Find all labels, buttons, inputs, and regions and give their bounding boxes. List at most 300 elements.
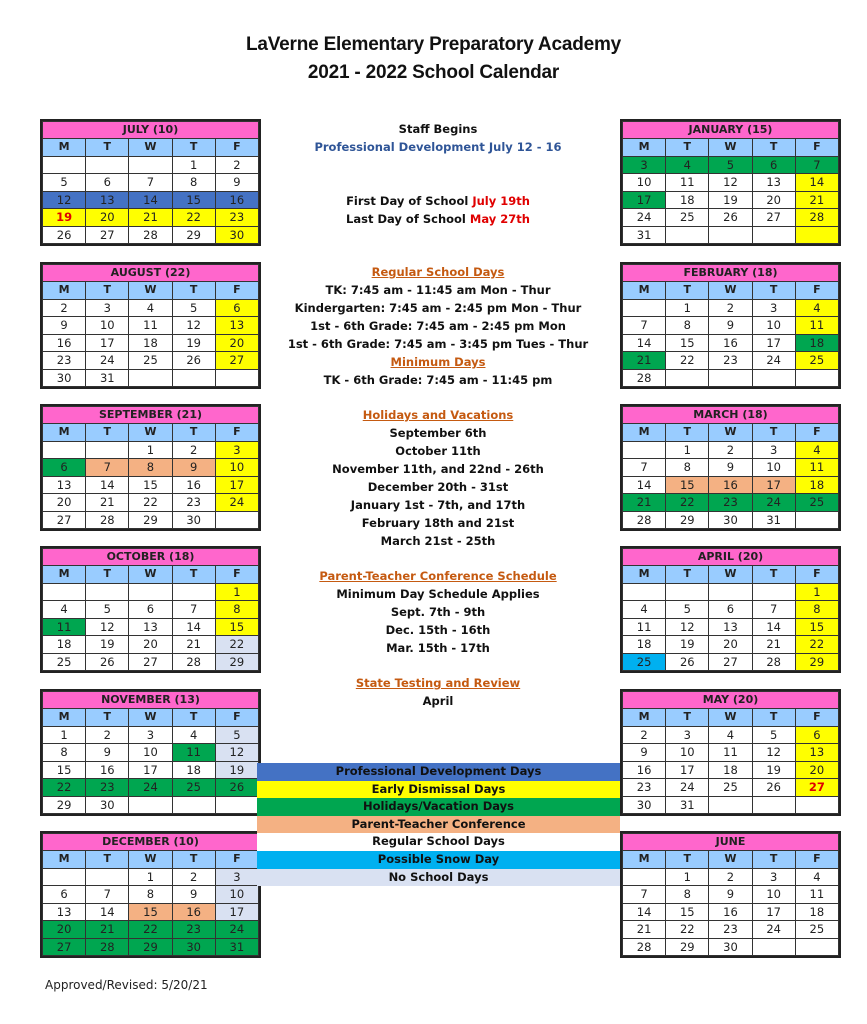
weekday-header: F [795, 709, 838, 727]
day-cell: 29 [795, 653, 838, 671]
day-cell: 15 [666, 334, 709, 352]
month-title: JUNE [623, 834, 839, 851]
day-cell: 15 [795, 618, 838, 636]
legend-no-school: No School Days [257, 869, 620, 887]
weekday-header: F [215, 566, 258, 584]
weekday-header: M [623, 282, 666, 300]
day-cell: 3 [215, 441, 258, 459]
day-cell: 25 [709, 779, 752, 797]
month-november [40, 689, 261, 816]
week-row [623, 921, 839, 939]
day-cell: 8 [172, 174, 215, 192]
day-cell: 7 [623, 317, 666, 335]
week-row [43, 886, 259, 904]
day-cell: 17 [86, 334, 129, 352]
day-cell: 3 [666, 726, 709, 744]
day-cell: 5 [752, 726, 795, 744]
school-dates [262, 192, 614, 228]
day-cell: 22 [666, 352, 709, 370]
day-cell [623, 299, 666, 317]
month-march [620, 404, 841, 531]
week-row [623, 618, 839, 636]
day-cell [795, 511, 838, 529]
day-cell: 12 [172, 317, 215, 335]
day-cell: 22 [129, 921, 172, 939]
day-cell: 6 [752, 156, 795, 174]
day-cell: 4 [623, 601, 666, 619]
day-cell: 26 [215, 779, 258, 797]
day-cell: 20 [215, 334, 258, 352]
day-cell: 31 [752, 511, 795, 529]
day-cell: 28 [86, 511, 129, 529]
day-cell: 1 [666, 299, 709, 317]
day-cell: 9 [623, 744, 666, 762]
weekday-header: M [43, 139, 86, 157]
day-cell: 9 [215, 174, 258, 192]
day-cell: 25 [666, 209, 709, 227]
day-cell: 2 [43, 299, 86, 317]
weekday-header: T [86, 282, 129, 300]
day-cell: 17 [752, 903, 795, 921]
day-cell [86, 583, 129, 601]
day-cell: 29 [215, 653, 258, 671]
week-row [43, 334, 259, 352]
last-day-label: Last Day of School [346, 212, 466, 226]
week-row [623, 476, 839, 494]
school-name: LaVerne Elementary Preparatory Academy [245, 34, 622, 55]
last-day-date: May 27th [469, 212, 530, 226]
day-cell: 28 [623, 511, 666, 529]
week-row [623, 174, 839, 192]
day-cell: 17 [215, 476, 258, 494]
day-cell: 1 [795, 583, 838, 601]
week-row [623, 761, 839, 779]
day-cell: 10 [752, 459, 795, 477]
ptc-line: Dec. 15th - 16th [385, 623, 491, 637]
day-cell: 21 [129, 209, 172, 227]
day-cell: 16 [172, 476, 215, 494]
week-row [43, 761, 259, 779]
weekday-header: T [172, 851, 215, 869]
weekday-header: T [666, 424, 709, 442]
day-cell: 23 [86, 779, 129, 797]
legend-holidays: Holidays/Vacation Days [257, 798, 620, 816]
legend-parent-teacher: Parent-Teacher Conference [257, 816, 620, 834]
day-cell: 30 [623, 796, 666, 814]
day-cell [43, 441, 86, 459]
day-cell: 14 [172, 618, 215, 636]
day-cell: 5 [709, 156, 752, 174]
weekday-header: T [172, 566, 215, 584]
weekday-header: M [623, 139, 666, 157]
day-cell: 13 [752, 174, 795, 192]
month-title: MAY (20) [623, 692, 839, 709]
day-cell: 8 [666, 317, 709, 335]
day-cell [623, 583, 666, 601]
day-cell: 31 [86, 369, 129, 387]
day-cell: 27 [215, 352, 258, 370]
day-cell: 13 [709, 618, 752, 636]
color-legend [257, 763, 620, 886]
week-row [623, 511, 839, 529]
day-cell: 11 [666, 174, 709, 192]
weekday-header: W [709, 424, 752, 442]
day-cell: 20 [709, 636, 752, 654]
day-cell: 4 [129, 299, 172, 317]
day-cell: 23 [623, 779, 666, 797]
day-cell: 17 [752, 334, 795, 352]
day-cell: 16 [709, 334, 752, 352]
week-row [43, 583, 259, 601]
day-cell [172, 796, 215, 814]
day-cell: 12 [43, 191, 86, 209]
weekday-header: F [215, 139, 258, 157]
week-row [623, 744, 839, 762]
week-row [623, 352, 839, 370]
month-title: OCTOBER (18) [43, 549, 259, 566]
month-june [620, 831, 841, 958]
weekday-header: T [86, 566, 129, 584]
day-cell: 27 [752, 209, 795, 227]
day-cell: 13 [43, 903, 86, 921]
day-cell [623, 868, 666, 886]
regular-school-days-section [262, 263, 614, 389]
month-title: JANUARY (15) [623, 122, 839, 139]
day-cell: 9 [86, 744, 129, 762]
minimum-line: TK - 6th Grade: 7:45 am - 11:45 pm [323, 373, 553, 387]
day-cell [129, 369, 172, 387]
weekday-header: M [43, 566, 86, 584]
day-cell: 23 [709, 494, 752, 512]
day-cell: 2 [215, 156, 258, 174]
weekday-header: T [752, 424, 795, 442]
day-cell: 28 [172, 653, 215, 671]
day-cell: 6 [43, 459, 86, 477]
day-cell: 16 [709, 903, 752, 921]
day-cell: 3 [86, 299, 129, 317]
day-cell [752, 796, 795, 814]
day-cell: 14 [129, 191, 172, 209]
legend-snow-day: Possible Snow Day [257, 851, 620, 869]
day-cell: 29 [666, 938, 709, 956]
day-cell: 23 [709, 921, 752, 939]
day-cell: 31 [215, 938, 258, 956]
day-cell: 26 [86, 653, 129, 671]
weekday-header: M [623, 709, 666, 727]
day-cell: 22 [795, 636, 838, 654]
week-row [623, 938, 839, 956]
day-cell: 15 [172, 191, 215, 209]
day-cell: 10 [86, 317, 129, 335]
day-cell: 2 [172, 868, 215, 886]
day-cell: 23 [43, 352, 86, 370]
day-cell: 1 [172, 156, 215, 174]
weekday-header: F [215, 709, 258, 727]
week-row [623, 459, 839, 477]
week-row [43, 369, 259, 387]
day-cell: 27 [43, 511, 86, 529]
month-title: SEPTEMBER (21) [43, 407, 259, 424]
week-row [623, 334, 839, 352]
day-cell: 11 [795, 317, 838, 335]
regular-line: 1st - 6th Grade: 7:45 am - 3:45 pm Tues - Thur [287, 337, 589, 351]
legend-early-dismissal: Early Dismissal Days [257, 781, 620, 799]
month-september [40, 404, 261, 531]
day-cell: 1 [215, 583, 258, 601]
week-row [623, 317, 839, 335]
day-cell: 9 [709, 886, 752, 904]
week-row [43, 156, 259, 174]
day-cell: 22 [43, 779, 86, 797]
weekday-header: M [43, 851, 86, 869]
day-cell: 12 [86, 618, 129, 636]
day-cell [666, 369, 709, 387]
day-cell [43, 156, 86, 174]
week-row [623, 156, 839, 174]
day-cell: 9 [709, 459, 752, 477]
day-cell: 13 [129, 618, 172, 636]
week-row [43, 226, 259, 244]
day-cell: 2 [709, 299, 752, 317]
weekday-header: F [795, 139, 838, 157]
day-cell: 19 [43, 209, 86, 227]
day-cell: 6 [709, 601, 752, 619]
day-cell: 20 [43, 921, 86, 939]
day-cell: 18 [795, 334, 838, 352]
day-cell: 22 [666, 921, 709, 939]
day-cell: 9 [709, 317, 752, 335]
weekday-header: T [666, 566, 709, 584]
day-cell: 27 [129, 653, 172, 671]
month-title: DECEMBER (10) [43, 834, 259, 851]
day-cell: 14 [623, 476, 666, 494]
day-cell: 24 [215, 494, 258, 512]
day-cell: 28 [129, 226, 172, 244]
day-cell: 15 [666, 476, 709, 494]
holiday-line: December 20th - 31st [367, 480, 509, 494]
weekday-header: M [43, 424, 86, 442]
day-cell: 10 [129, 744, 172, 762]
day-cell: 22 [666, 494, 709, 512]
day-cell: 28 [752, 653, 795, 671]
legend-regular: Regular School Days [257, 833, 620, 851]
day-cell [129, 156, 172, 174]
day-cell: 20 [752, 191, 795, 209]
day-cell: 4 [43, 601, 86, 619]
day-cell: 10 [666, 744, 709, 762]
day-cell: 8 [129, 886, 172, 904]
day-cell: 11 [795, 459, 838, 477]
week-row [623, 494, 839, 512]
weekday-header: T [86, 139, 129, 157]
day-cell: 9 [43, 317, 86, 335]
week-row [43, 744, 259, 762]
day-cell [172, 369, 215, 387]
day-cell: 14 [86, 903, 129, 921]
day-cell: 30 [86, 796, 129, 814]
weekday-header: F [795, 851, 838, 869]
month-july [40, 119, 261, 246]
week-row [623, 779, 839, 797]
day-cell: 14 [623, 903, 666, 921]
month-april [620, 546, 841, 673]
weekday-header: W [129, 709, 172, 727]
day-cell: 4 [795, 299, 838, 317]
day-cell [709, 796, 752, 814]
week-row [623, 441, 839, 459]
day-cell [752, 583, 795, 601]
day-cell: 30 [215, 226, 258, 244]
week-row [623, 868, 839, 886]
week-row [623, 369, 839, 387]
day-cell: 30 [709, 511, 752, 529]
day-cell: 24 [86, 352, 129, 370]
day-cell: 26 [752, 779, 795, 797]
day-cell: 4 [172, 726, 215, 744]
day-cell: 1 [666, 868, 709, 886]
day-cell: 15 [129, 476, 172, 494]
day-cell: 18 [795, 476, 838, 494]
day-cell: 26 [709, 209, 752, 227]
regular-line: Kindergarten: 7:45 am - 2:45 pm Mon - Thur [294, 301, 582, 315]
day-cell [43, 868, 86, 886]
day-cell: 6 [86, 174, 129, 192]
month-title: MARCH (18) [623, 407, 839, 424]
holidays-section [262, 406, 614, 550]
day-cell: 24 [666, 779, 709, 797]
day-cell: 26 [172, 352, 215, 370]
day-cell: 7 [752, 601, 795, 619]
testing-heading: State Testing and Review [355, 676, 521, 690]
day-cell: 21 [752, 636, 795, 654]
ptc-section [262, 567, 614, 657]
week-row [623, 191, 839, 209]
day-cell: 17 [752, 476, 795, 494]
legend-professional-development: Professional Development Days [257, 763, 620, 781]
ptc-line: Minimum Day Schedule Applies [336, 587, 540, 601]
week-row [43, 779, 259, 797]
day-cell: 3 [752, 868, 795, 886]
day-cell: 14 [86, 476, 129, 494]
day-cell: 2 [172, 441, 215, 459]
day-cell: 7 [623, 459, 666, 477]
day-cell: 18 [623, 636, 666, 654]
day-cell [86, 441, 129, 459]
day-cell: 30 [172, 511, 215, 529]
day-cell: 3 [623, 156, 666, 174]
day-cell: 21 [86, 494, 129, 512]
day-cell: 17 [215, 903, 258, 921]
day-cell: 23 [215, 209, 258, 227]
holiday-line: November 11th, and 22nd - 26th [332, 462, 544, 476]
week-row [43, 653, 259, 671]
day-cell: 25 [795, 352, 838, 370]
day-cell: 27 [795, 779, 838, 797]
day-cell: 24 [752, 352, 795, 370]
day-cell: 17 [623, 191, 666, 209]
minimum-heading: Minimum Days [390, 355, 486, 369]
day-cell: 25 [795, 494, 838, 512]
week-row [43, 317, 259, 335]
day-cell: 19 [172, 334, 215, 352]
week-row [623, 209, 839, 227]
staff-notes [262, 120, 614, 156]
weekday-header: T [666, 709, 709, 727]
day-cell: 6 [129, 601, 172, 619]
weekday-header: T [172, 139, 215, 157]
day-cell: 1 [129, 868, 172, 886]
day-cell: 11 [43, 618, 86, 636]
weekday-header: T [666, 851, 709, 869]
day-cell: 23 [172, 494, 215, 512]
regular-heading: Regular School Days [371, 265, 505, 279]
day-cell: 10 [623, 174, 666, 192]
week-row [623, 299, 839, 317]
month-title: FEBRUARY (18) [623, 265, 839, 282]
day-cell: 4 [666, 156, 709, 174]
day-cell: 3 [129, 726, 172, 744]
day-cell: 7 [795, 156, 838, 174]
holiday-line: February 18th and 21st [361, 516, 515, 530]
weekday-header: F [215, 851, 258, 869]
day-cell: 7 [172, 601, 215, 619]
week-row [623, 601, 839, 619]
weekday-header: M [623, 424, 666, 442]
day-cell: 29 [43, 796, 86, 814]
weekday-header: W [709, 139, 752, 157]
week-row [43, 174, 259, 192]
calendar-title: 2021 - 2022 School Calendar [307, 62, 560, 83]
weekday-header: M [43, 709, 86, 727]
day-cell: 30 [172, 938, 215, 956]
week-row [43, 921, 259, 939]
month-title: JULY (10) [43, 122, 259, 139]
day-cell: 12 [215, 744, 258, 762]
weekday-header: F [215, 424, 258, 442]
approved-date: Approved/Revised: 5/20/21 [45, 978, 208, 992]
day-cell: 9 [172, 459, 215, 477]
day-cell: 16 [215, 191, 258, 209]
day-cell: 29 [172, 226, 215, 244]
month-october [40, 546, 261, 673]
weekday-header: F [795, 424, 838, 442]
day-cell: 15 [215, 618, 258, 636]
weekday-header: T [752, 851, 795, 869]
day-cell: 18 [709, 761, 752, 779]
day-cell: 19 [86, 636, 129, 654]
day-cell: 20 [43, 494, 86, 512]
day-cell: 2 [709, 441, 752, 459]
day-cell: 28 [795, 209, 838, 227]
day-cell: 25 [795, 921, 838, 939]
day-cell: 12 [752, 744, 795, 762]
day-cell: 3 [752, 299, 795, 317]
day-cell: 7 [623, 886, 666, 904]
day-cell [795, 369, 838, 387]
day-cell [215, 511, 258, 529]
day-cell: 16 [709, 476, 752, 494]
day-cell: 11 [709, 744, 752, 762]
week-row [43, 618, 259, 636]
day-cell [709, 369, 752, 387]
day-cell: 13 [795, 744, 838, 762]
day-cell [752, 369, 795, 387]
week-row [43, 903, 259, 921]
day-cell: 4 [795, 868, 838, 886]
day-cell: 16 [623, 761, 666, 779]
day-cell: 16 [86, 761, 129, 779]
week-row [43, 441, 259, 459]
